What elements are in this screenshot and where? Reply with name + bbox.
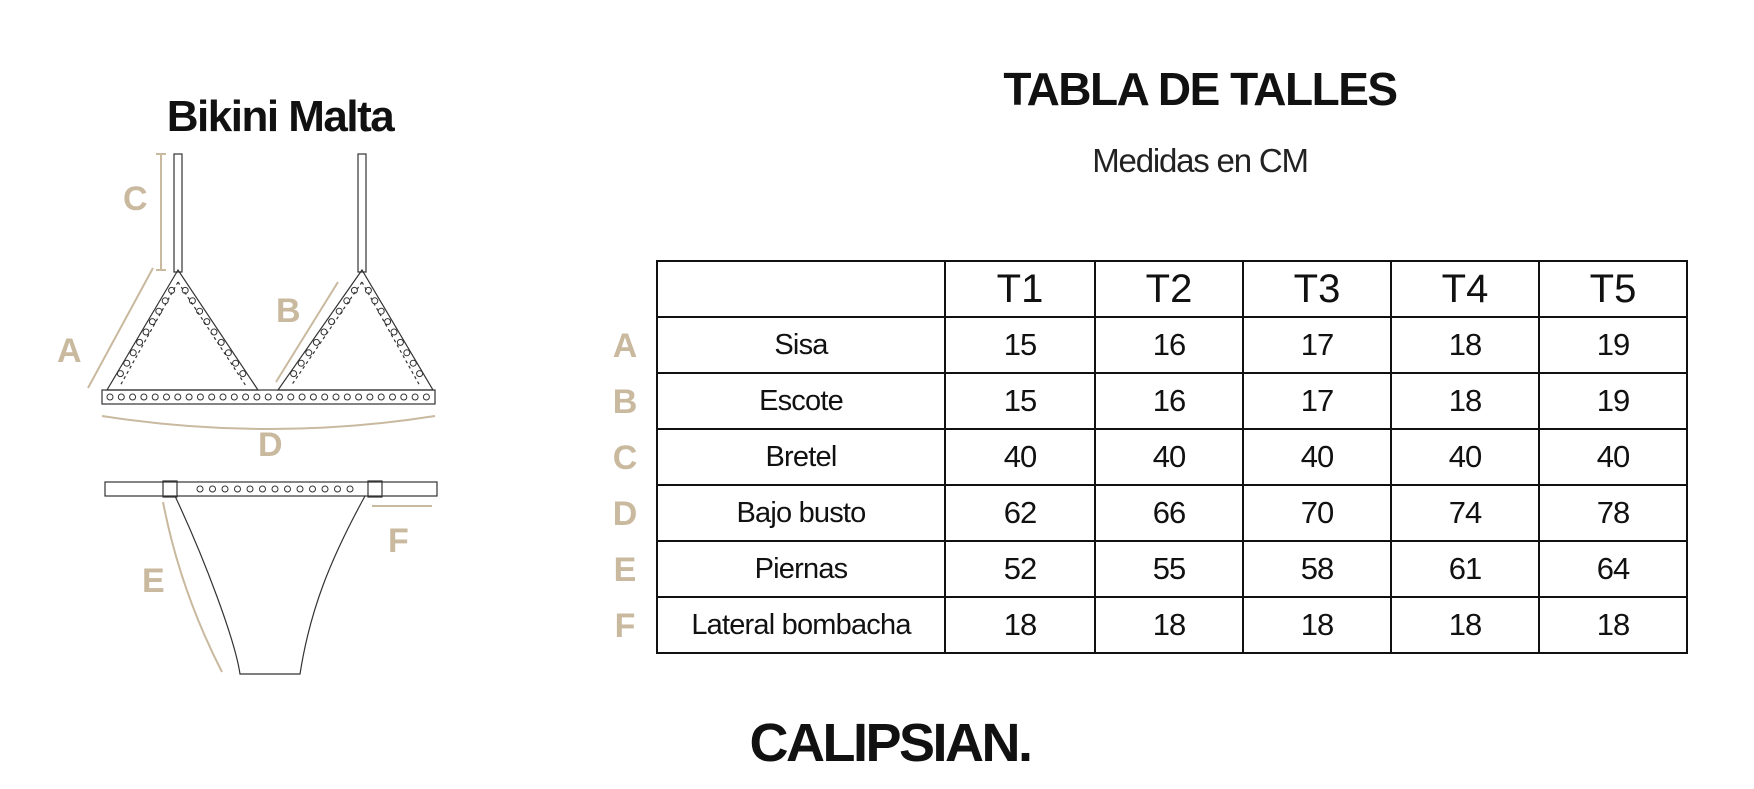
eyelet xyxy=(397,339,403,345)
row-name-cell: Bretel xyxy=(657,429,945,485)
label-b: B xyxy=(276,292,301,330)
eyelet xyxy=(260,486,266,492)
eyelet xyxy=(306,350,312,356)
eyelet xyxy=(378,308,384,314)
value-cell: 78 xyxy=(1539,485,1687,541)
eyelet xyxy=(124,360,130,366)
row-letter: D xyxy=(612,495,638,533)
eyelet xyxy=(141,394,147,400)
brand-logo: CALIPSIAN. xyxy=(749,713,1031,773)
eyelet xyxy=(401,394,407,400)
row-name-cell: Piernas xyxy=(657,541,945,597)
bottom-waistband xyxy=(105,482,437,496)
eyelet xyxy=(335,486,341,492)
eyelet xyxy=(299,394,305,400)
eyelet xyxy=(272,486,278,492)
header-cell-empty xyxy=(657,261,945,317)
eyelet xyxy=(313,339,319,345)
value-cell: 18 xyxy=(1391,373,1539,429)
value-cell: 58 xyxy=(1243,541,1391,597)
row-letter-column xyxy=(600,318,650,654)
eyelet xyxy=(107,394,113,400)
eyelet xyxy=(137,339,143,345)
eyelet xyxy=(152,394,158,400)
eyelet xyxy=(222,486,228,492)
eyelet xyxy=(197,486,203,492)
value-cell: 52 xyxy=(945,541,1095,597)
eyelet xyxy=(277,394,283,400)
value-cell: 18 xyxy=(1095,597,1243,653)
table-row xyxy=(657,429,1687,485)
value-cell: 16 xyxy=(1095,373,1243,429)
eyelet xyxy=(372,298,378,304)
header-cell-t5: T5 xyxy=(1539,261,1687,317)
value-cell: 70 xyxy=(1243,485,1391,541)
eyelet xyxy=(423,394,429,400)
eyelet xyxy=(385,319,391,325)
eyelet xyxy=(333,394,339,400)
label-f: F xyxy=(388,522,409,560)
label-d: D xyxy=(258,426,283,464)
eyelet xyxy=(404,350,410,356)
eyelet xyxy=(130,394,136,400)
value-cell: 18 xyxy=(1539,597,1687,653)
eyelet xyxy=(189,298,195,304)
eyelet xyxy=(417,371,423,377)
value-cell: 40 xyxy=(945,429,1095,485)
label-e: E xyxy=(142,562,165,600)
value-cell: 61 xyxy=(1391,541,1539,597)
eyelet xyxy=(254,394,260,400)
eyelet xyxy=(210,486,216,492)
eyelet xyxy=(225,350,231,356)
eyelet xyxy=(130,350,136,356)
row-name-cell: Lateral bombacha xyxy=(657,597,945,653)
value-cell: 18 xyxy=(1391,597,1539,653)
eyelet xyxy=(322,486,328,492)
value-cell: 18 xyxy=(1243,597,1391,653)
eyelet xyxy=(322,394,328,400)
value-cell: 17 xyxy=(1243,317,1391,373)
value-cell: 19 xyxy=(1539,317,1687,373)
eyelet xyxy=(347,486,353,492)
eyelet xyxy=(390,394,396,400)
value-cell: 18 xyxy=(1391,317,1539,373)
eyelet xyxy=(186,394,192,400)
table-header-row xyxy=(657,261,1687,317)
eyelet xyxy=(310,486,316,492)
table-row xyxy=(657,317,1687,373)
right-strap xyxy=(358,154,366,272)
label-a: A xyxy=(57,332,82,370)
eyelet xyxy=(211,329,217,335)
value-cell: 74 xyxy=(1391,485,1539,541)
eyelet xyxy=(143,329,149,335)
eyelet xyxy=(175,394,181,400)
eyelet xyxy=(285,486,291,492)
table-row xyxy=(657,373,1687,429)
table-row xyxy=(657,597,1687,653)
header-cell-t4: T4 xyxy=(1391,261,1539,317)
row-letter: A xyxy=(612,327,638,365)
value-cell: 40 xyxy=(1243,429,1391,485)
eyelet xyxy=(336,308,342,314)
header-cell-t3: T3 xyxy=(1243,261,1391,317)
value-cell: 17 xyxy=(1243,373,1391,429)
left-strap xyxy=(174,154,182,272)
eyelet xyxy=(240,371,246,377)
size-chart-title: TABLA DE TALLES xyxy=(1003,63,1397,115)
eyelet xyxy=(344,394,350,400)
table-row xyxy=(657,541,1687,597)
value-cell: 15 xyxy=(945,317,1095,373)
eyelet xyxy=(117,371,123,377)
size-table xyxy=(656,260,1688,654)
eyelet xyxy=(162,298,168,304)
value-cell: 55 xyxy=(1095,541,1243,597)
eyelet xyxy=(156,308,162,314)
eyelet xyxy=(356,394,362,400)
size-chart-subtitle: Medidas en CM xyxy=(1092,142,1308,179)
row-letter: C xyxy=(612,439,638,477)
eyelet xyxy=(243,394,249,400)
eyelet xyxy=(298,360,304,366)
eyelet xyxy=(197,308,203,314)
eyelet xyxy=(297,486,303,492)
eyelet xyxy=(344,298,350,304)
eyelet xyxy=(378,394,384,400)
eyelet xyxy=(321,329,327,335)
eyelet xyxy=(310,394,316,400)
header-cell-t2: T2 xyxy=(1095,261,1243,317)
row-name-cell: Escote xyxy=(657,373,945,429)
value-cell: 40 xyxy=(1391,429,1539,485)
bikini-bottom xyxy=(175,496,365,674)
row-letter: B xyxy=(612,383,638,421)
eyelet xyxy=(220,394,226,400)
eyelet xyxy=(218,339,224,345)
eyelet xyxy=(288,394,294,400)
eyelet xyxy=(149,319,155,325)
table-row xyxy=(657,485,1687,541)
eyelet xyxy=(329,319,335,325)
row-name-cell: Sisa xyxy=(657,317,945,373)
eyelet xyxy=(291,371,297,377)
eyelet xyxy=(231,394,237,400)
product-title: Bikini Malta xyxy=(166,92,394,141)
value-cell: 18 xyxy=(945,597,1095,653)
value-cell: 15 xyxy=(945,373,1095,429)
eyelet xyxy=(391,329,397,335)
value-cell: 64 xyxy=(1539,541,1687,597)
eyelet xyxy=(412,394,418,400)
row-letter: E xyxy=(613,551,637,589)
row-letter: F xyxy=(614,607,636,645)
row-name-cell: Bajo busto xyxy=(657,485,945,541)
eyelet xyxy=(118,394,124,400)
value-cell: 62 xyxy=(945,485,1095,541)
label-c: C xyxy=(123,180,148,218)
eyelet xyxy=(265,394,271,400)
header-cell-t1: T1 xyxy=(945,261,1095,317)
value-cell: 19 xyxy=(1539,373,1687,429)
eyelet xyxy=(233,360,239,366)
value-cell: 40 xyxy=(1095,429,1243,485)
eyelet xyxy=(204,319,210,325)
value-cell: 16 xyxy=(1095,317,1243,373)
eyelet xyxy=(235,486,241,492)
eyelet xyxy=(247,486,253,492)
eyelet xyxy=(367,394,373,400)
value-cell: 66 xyxy=(1095,485,1243,541)
eyelet xyxy=(209,394,215,400)
eyelet xyxy=(197,394,203,400)
value-cell: 40 xyxy=(1539,429,1687,485)
eyelet xyxy=(410,360,416,366)
eyelet xyxy=(164,394,170,400)
bikini-diagram xyxy=(0,140,520,700)
